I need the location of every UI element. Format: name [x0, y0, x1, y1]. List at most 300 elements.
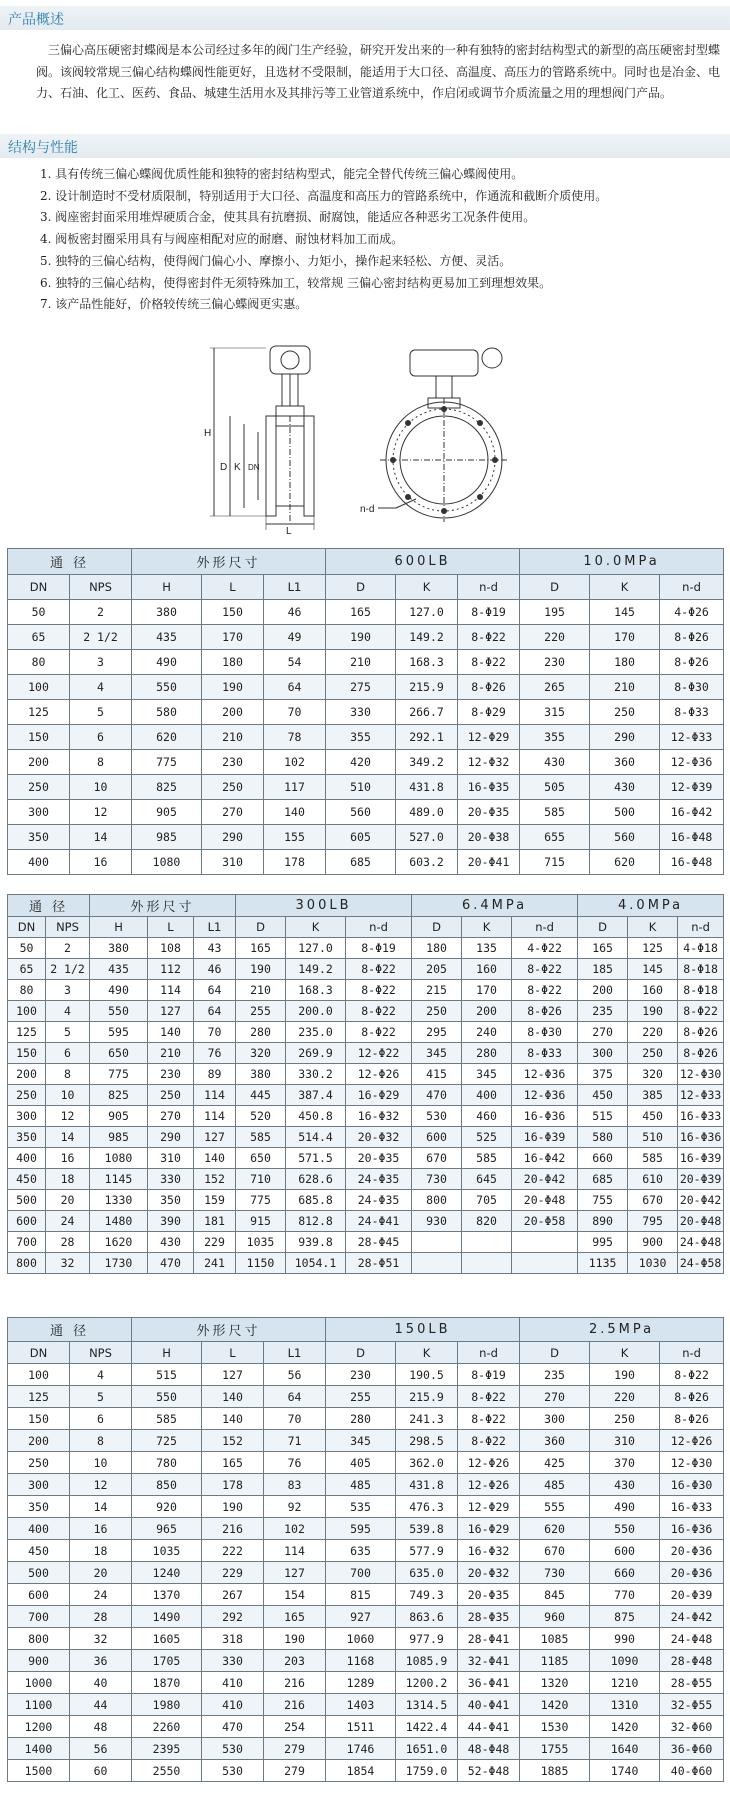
table-cell: 24-Φ48 — [660, 1628, 724, 1650]
table-cell: 10 — [70, 775, 132, 800]
table-cell: 1168 — [326, 1650, 396, 1672]
table-cell: 279 — [264, 1760, 326, 1782]
table-cell: 550 — [132, 1386, 202, 1408]
table-cell: 550 — [90, 1001, 148, 1022]
column-header: n-d — [660, 575, 724, 600]
group-header: 4.0MPa — [578, 895, 724, 917]
table-cell: 345 — [412, 1043, 462, 1064]
table-row — [8, 1650, 724, 1672]
table-cell: 12-Φ26 — [660, 1430, 724, 1452]
table-cell: 620 — [132, 725, 202, 750]
table-cell: 10 — [70, 1452, 132, 1474]
table-row — [8, 1043, 724, 1064]
table-cell: 159 — [194, 1190, 236, 1211]
table-cell: 295 — [412, 1022, 462, 1043]
table-cell: 20-Φ42 — [678, 1190, 724, 1211]
table-cell: 8-Φ26 — [660, 1386, 724, 1408]
table-row — [8, 1190, 724, 1211]
table-cell: 170 — [202, 625, 264, 650]
table-row — [8, 700, 724, 725]
table-cell: 450 — [8, 1169, 46, 1190]
table-cell: 150 — [8, 725, 70, 750]
table-cell: 76 — [264, 1452, 326, 1474]
table-cell: 65 — [8, 625, 70, 650]
table-cell: 1530 — [520, 1716, 590, 1738]
table-cell: 560 — [590, 825, 660, 850]
column-header: K — [590, 1342, 660, 1364]
table-cell: 20-Φ32 — [458, 1562, 520, 1584]
column-header: n-d — [458, 1342, 520, 1364]
table-cell: 930 — [412, 1211, 462, 1232]
feature-item: 1. 具有传统三偏心蝶阀优质性能和独特的密封结构型式，能完全替代传统三偏心蝶阀使用。 — [40, 167, 524, 181]
table-cell: 12-Φ26 — [346, 1064, 412, 1085]
table-cell: 4 — [70, 1364, 132, 1386]
table-cell: 1330 — [90, 1190, 148, 1211]
table-cell: 76 — [194, 1043, 236, 1064]
column-header: L1 — [264, 575, 326, 600]
table-cell: 430 — [590, 775, 660, 800]
table-row — [8, 980, 724, 1001]
table-cell: 650 — [90, 1043, 148, 1064]
table-cell: 64 — [194, 1001, 236, 1022]
group-header: 600LB — [326, 549, 520, 575]
table-cell: 89 — [194, 1064, 236, 1085]
table-cell: 628.6 — [286, 1169, 346, 1190]
table-cell: 50 — [8, 938, 46, 959]
table-cell: 150 — [8, 1043, 46, 1064]
table-cell: 216 — [264, 1672, 326, 1694]
table-cell: 8-Φ22 — [458, 625, 520, 650]
table-cell: 350 — [8, 825, 70, 850]
table-cell: 1605 — [132, 1628, 202, 1650]
dim-label-dn: DN — [248, 463, 260, 472]
table-cell: 489.0 — [396, 800, 458, 825]
table-cell: 610 — [628, 1169, 678, 1190]
column-header: D — [578, 917, 628, 938]
table-cell: 152 — [194, 1169, 236, 1190]
table-cell: 530 — [412, 1106, 462, 1127]
table-cell: 160 — [628, 980, 678, 1001]
spec-table-150lb — [7, 1317, 724, 1782]
table-cell: 350 — [8, 1496, 70, 1518]
group-header: 10.0MPa — [520, 549, 724, 575]
table-cell: 571.5 — [286, 1148, 346, 1169]
table-cell: 200 — [202, 700, 264, 725]
table-cell: 102 — [264, 1518, 326, 1540]
table-cell: 4 — [70, 675, 132, 700]
table-cell: 430 — [590, 1474, 660, 1496]
table-cell: 345 — [326, 1430, 396, 1452]
table-cell: 241 — [194, 1253, 236, 1274]
table-cell: 5 — [70, 1386, 132, 1408]
table-cell: 990 — [590, 1628, 660, 1650]
column-header: L — [202, 575, 264, 600]
table-cell: 16-Φ48 — [660, 850, 724, 875]
table-cell: 2 1/2 — [46, 959, 90, 980]
table-cell: 485 — [326, 1474, 396, 1496]
column-header: DN — [8, 1342, 70, 1364]
table-cell: 215 — [412, 980, 462, 1001]
table-cell: 298.5 — [396, 1430, 458, 1452]
table-cell: 8-Φ18 — [678, 980, 724, 1001]
group-header: 通 径 — [8, 895, 90, 917]
table-cell: 355 — [326, 725, 396, 750]
table-cell: 100 — [8, 675, 70, 700]
table-cell: 20-Φ48 — [512, 1190, 578, 1211]
table-cell: 1314.5 — [396, 1694, 458, 1716]
table-cell: 8-Φ26 — [660, 1408, 724, 1430]
table-cell: 6 — [46, 1043, 90, 1064]
table-cell: 8-Φ19 — [458, 600, 520, 625]
table-cell: 241.3 — [396, 1408, 458, 1430]
table-cell: 18 — [46, 1169, 90, 1190]
table-cell: 16-Φ29 — [346, 1085, 412, 1106]
table-cell: 24-Φ35 — [346, 1169, 412, 1190]
table-cell: 500 — [590, 800, 660, 825]
table-cell: 16-Φ29 — [458, 1518, 520, 1540]
table-cell: 8-Φ22 — [458, 1386, 520, 1408]
table-cell: 150 — [202, 600, 264, 625]
table-cell: 550 — [132, 675, 202, 700]
table-cell: 230 — [148, 1064, 194, 1085]
table-cell: 20-Φ35 — [458, 1584, 520, 1606]
table-cell: 330 — [202, 1650, 264, 1672]
table-cell: 250 — [412, 1001, 462, 1022]
table-cell: 210 — [236, 980, 286, 1001]
table-cell: 815 — [326, 1584, 396, 1606]
table-cell: 12-Φ29 — [458, 1496, 520, 1518]
table-cell: 16-Φ39 — [678, 1148, 724, 1169]
table-cell: 44 — [70, 1694, 132, 1716]
table-cell: 635.0 — [396, 1562, 458, 1584]
table-cell: 12-Φ29 — [458, 725, 520, 750]
table-cell: 24-Φ35 — [346, 1190, 412, 1211]
table-cell: 415 — [412, 1064, 462, 1085]
table-cell: 52-Φ48 — [458, 1760, 520, 1782]
table-cell: 387.4 — [286, 1085, 346, 1106]
feature-item: 5. 独特的三偏心结构，使得阀门偏心小、摩擦小、力矩小，操作起来轻松、方便、灵活。 — [40, 253, 512, 268]
table-cell: 28-Φ55 — [660, 1672, 724, 1694]
table-cell: 603.2 — [396, 850, 458, 875]
table-cell: 700 — [326, 1562, 396, 1584]
table-cell: 450 — [628, 1106, 678, 1127]
table-cell: 12-Φ33 — [660, 725, 724, 750]
table-cell: 125 — [8, 1022, 46, 1043]
table-cell: 235 — [578, 1001, 628, 1022]
table-cell: 127.0 — [286, 938, 346, 959]
table-cell: 905 — [132, 800, 202, 825]
table-cell: 850 — [132, 1474, 202, 1496]
table-cell: 380 — [132, 600, 202, 625]
dim-label-d: D — [220, 462, 228, 473]
table-cell: 390 — [148, 1211, 194, 1232]
table-cell: 20-Φ38 — [458, 825, 520, 850]
table-cell: 279 — [264, 1738, 326, 1760]
table-row — [8, 1106, 724, 1127]
table-cell — [412, 1232, 462, 1253]
table-cell: 600 — [8, 1211, 46, 1232]
table-cell: 200.0 — [286, 1001, 346, 1022]
table-cell: 530 — [202, 1738, 264, 1760]
table-cell: 8-Φ22 — [458, 1408, 520, 1430]
table-cell: 450.8 — [286, 1106, 346, 1127]
table-cell: 20-Φ36 — [660, 1540, 724, 1562]
feature-item: 6. 独特的三偏心结构，使得密封件无须特殊加工，较常规 三偏心密封结构更易加工到理想效果。 — [40, 275, 552, 290]
table-cell: 195 — [520, 600, 590, 625]
table-row — [8, 1452, 724, 1474]
table-cell: 555 — [520, 1496, 590, 1518]
table-cell: 230 — [520, 650, 590, 675]
table-cell: 8-Φ26 — [458, 675, 520, 700]
table-cell: 431.8 — [396, 1474, 458, 1496]
table-cell: 525 — [462, 1127, 512, 1148]
table-cell: 12-Φ36 — [512, 1085, 578, 1106]
table-cell: 14 — [46, 1127, 90, 1148]
table-cell: 1511 — [326, 1716, 396, 1738]
table-cell: 8-Φ33 — [660, 700, 724, 725]
table-cell: 16 — [46, 1148, 90, 1169]
table-cell: 795 — [628, 1211, 678, 1232]
table-cell: 92 — [264, 1496, 326, 1518]
table-row — [8, 1518, 724, 1540]
table-cell: 1210 — [590, 1672, 660, 1694]
table-row — [8, 1540, 724, 1562]
column-header: K — [286, 917, 346, 938]
table-cell: 2550 — [132, 1760, 202, 1782]
table-cell: 70 — [264, 1408, 326, 1430]
table-cell: 20-Φ58 — [512, 1211, 578, 1232]
table-cell: 220 — [590, 1386, 660, 1408]
table-cell: 410 — [202, 1694, 264, 1716]
column-header: L — [202, 1342, 264, 1364]
table-cell: 20-Φ36 — [660, 1562, 724, 1584]
table-cell: 4-Φ22 — [512, 938, 578, 959]
table-cell: 14 — [70, 825, 132, 850]
table-cell: 267 — [202, 1584, 264, 1606]
table-cell: 660 — [578, 1148, 628, 1169]
table-cell: 349.2 — [396, 750, 458, 775]
table-cell: 1035 — [236, 1232, 286, 1253]
table-cell: 32-Φ41 — [458, 1650, 520, 1672]
table-cell: 190 — [202, 675, 264, 700]
table-cell: 8-Φ30 — [660, 675, 724, 700]
group-header: 外形尺寸 — [90, 895, 236, 917]
column-header: L1 — [194, 917, 236, 938]
table-cell: 1980 — [132, 1694, 202, 1716]
table-cell: 20-Φ48 — [678, 1211, 724, 1232]
table-cell: 210 — [326, 650, 396, 675]
table-cell: 310 — [148, 1148, 194, 1169]
table-cell: 1135 — [578, 1253, 628, 1274]
table-cell: 370 — [590, 1452, 660, 1474]
table-cell: 685.8 — [286, 1190, 346, 1211]
table-cell: 83 — [264, 1474, 326, 1496]
table-cell: 149.2 — [286, 959, 346, 980]
table-cell: 514.4 — [286, 1127, 346, 1148]
table-cell: 140 — [148, 1022, 194, 1043]
table-cell: 16-Φ36 — [660, 1518, 724, 1540]
column-header: n-d — [660, 1342, 724, 1364]
table-cell: 36-Φ41 — [458, 1672, 520, 1694]
table-cell: 476.3 — [396, 1496, 458, 1518]
table-cell: 32 — [46, 1253, 90, 1274]
table-cell: 8-Φ22 — [346, 1001, 412, 1022]
table-cell: 1310 — [590, 1694, 660, 1716]
table-cell: 114 — [194, 1085, 236, 1106]
table-cell: 155 — [264, 825, 326, 850]
table-cell: 230 — [202, 750, 264, 775]
table-cell: 445 — [236, 1085, 286, 1106]
table-cell: 4-Φ26 — [660, 600, 724, 625]
table-cell: 1400 — [8, 1738, 70, 1760]
overview-paragraph: 三偏心高压硬密封蝶阀是本公司经过多年的阀门生产经验，研究开发出来的一种有独特的密封结构型式的新型的高压硬密封型蝶阀。该阀较常规三偏心结构蝶阀性能更好，且选材不受限制，能适用于大口径、高温度、高压力的管路系统中。同时也是冶金、电力、石油、化工、医药、食品、城建生活用水及其排污等工业管道系统中，作启闭或调节介质流量之用的理想阀门产品。 — [36, 43, 721, 100]
table-cell: 190 — [202, 1496, 264, 1518]
table-cell: 117 — [264, 775, 326, 800]
table-cell: 300 — [8, 800, 70, 825]
table-cell: 3 — [46, 980, 90, 1001]
table-cell: 620 — [590, 850, 660, 875]
table-cell: 770 — [590, 1584, 660, 1606]
table-cell: 585 — [462, 1148, 512, 1169]
table-cell: 725 — [132, 1430, 202, 1452]
table-cell: 114 — [148, 980, 194, 1001]
table-cell: 125 — [8, 700, 70, 725]
table-cell: 425 — [520, 1452, 590, 1474]
column-header: H — [132, 1342, 202, 1364]
table-cell: 8-Φ22 — [346, 980, 412, 1001]
table-cell: 470 — [148, 1253, 194, 1274]
column-header: K — [396, 1342, 458, 1364]
table-cell: 24 — [70, 1584, 132, 1606]
table-row — [8, 675, 724, 700]
table-cell: 140 — [264, 800, 326, 825]
table-cell: 215.9 — [396, 1386, 458, 1408]
table-cell: 5 — [46, 1022, 90, 1043]
spec-table-300lb — [7, 894, 724, 1274]
table-cell: 200 — [8, 750, 70, 775]
table-cell: 1060 — [326, 1628, 396, 1650]
table-row — [8, 1738, 724, 1760]
table-cell: 580 — [578, 1127, 628, 1148]
column-header: NPS — [70, 1342, 132, 1364]
group-header: 外形尺寸 — [132, 549, 326, 575]
table-cell: 32 — [70, 1628, 132, 1650]
table-cell: 154 — [264, 1584, 326, 1606]
table-cell: 1420 — [590, 1716, 660, 1738]
table-cell: 290 — [202, 825, 264, 850]
table-cell: 200 — [462, 1001, 512, 1022]
handwheel-icon — [281, 351, 299, 369]
table-cell: 920 — [132, 1496, 202, 1518]
table-cell: 65 — [8, 959, 46, 980]
table-cell: 18 — [70, 1540, 132, 1562]
dim-label-l: L — [286, 526, 292, 536]
column-header: L — [148, 917, 194, 938]
table-cell: 8-Φ22 — [458, 1430, 520, 1452]
table-cell: 280 — [326, 1408, 396, 1430]
table-cell: 181 — [194, 1211, 236, 1232]
table-cell: 460 — [462, 1106, 512, 1127]
table-row — [8, 1562, 724, 1584]
table-cell: 8-Φ19 — [346, 938, 412, 959]
table-cell — [462, 1232, 512, 1253]
dim-label-nd: n-d — [360, 504, 375, 515]
table-cell: 1870 — [132, 1672, 202, 1694]
table-cell: 12-Φ32 — [458, 750, 520, 775]
table-cell: 1085 — [520, 1628, 590, 1650]
table-row — [8, 1760, 724, 1782]
table-cell: 165 — [578, 938, 628, 959]
table-cell: 585 — [628, 1148, 678, 1169]
table-cell: 112 — [148, 959, 194, 980]
table-cell: 1080 — [90, 1148, 148, 1169]
table-cell: 1289 — [326, 1672, 396, 1694]
table-cell: 222 — [202, 1540, 264, 1562]
table-cell: 135 — [462, 938, 512, 959]
table-cell: 2260 — [132, 1716, 202, 1738]
table-cell: 127 — [202, 1364, 264, 1386]
table-cell: 203 — [264, 1650, 326, 1672]
table-cell: 927 — [326, 1606, 396, 1628]
column-header: H — [90, 917, 148, 938]
side-view-flange-left — [266, 416, 276, 516]
table-cell: 965 — [132, 1518, 202, 1540]
table-cell: 1403 — [326, 1694, 396, 1716]
table-cell: 431.8 — [396, 775, 458, 800]
table-row — [8, 1211, 724, 1232]
table-cell: 450 — [8, 1540, 70, 1562]
table-cell — [512, 1253, 578, 1274]
table-cell: 500 — [8, 1190, 46, 1211]
table-cell: 600 — [590, 1540, 660, 1562]
table-cell: 8 — [70, 750, 132, 775]
table-cell: 165 — [202, 1452, 264, 1474]
table-cell: 8-Φ26 — [678, 1043, 724, 1064]
table-cell: 1885 — [520, 1760, 590, 1782]
table-cell: 380 — [90, 938, 148, 959]
table-cell: 985 — [132, 825, 202, 850]
table-cell: 127 — [148, 1001, 194, 1022]
table-cell: 577.9 — [396, 1540, 458, 1562]
table-cell: 178 — [264, 850, 326, 875]
table-cell: 140 — [202, 1386, 264, 1408]
table-cell: 16-Φ42 — [512, 1148, 578, 1169]
table-cell: 825 — [132, 775, 202, 800]
table-cell: 490 — [132, 650, 202, 675]
table-cell: 2395 — [132, 1738, 202, 1760]
table-cell: 220 — [628, 1022, 678, 1043]
features-title-bar — [0, 134, 730, 158]
table-cell: 170 — [590, 625, 660, 650]
table-cell: 165 — [264, 1606, 326, 1628]
table-row — [8, 1386, 724, 1408]
table-cell: 8-Φ22 — [678, 1001, 724, 1022]
table-cell — [412, 1253, 462, 1274]
table-cell: 24 — [46, 1211, 90, 1232]
table-cell: 1054.1 — [286, 1253, 346, 1274]
table-cell: 535 — [326, 1496, 396, 1518]
table-cell: 1090 — [590, 1650, 660, 1672]
table-cell: 715 — [520, 850, 590, 875]
table-row — [8, 825, 724, 850]
column-header: D — [326, 1342, 396, 1364]
table-cell: 515 — [132, 1364, 202, 1386]
table-cell: 385 — [628, 1085, 678, 1106]
table-cell: 585 — [236, 1127, 286, 1148]
table-cell: 985 — [90, 1127, 148, 1148]
table-cell: 210 — [148, 1043, 194, 1064]
table-cell: 160 — [462, 959, 512, 980]
